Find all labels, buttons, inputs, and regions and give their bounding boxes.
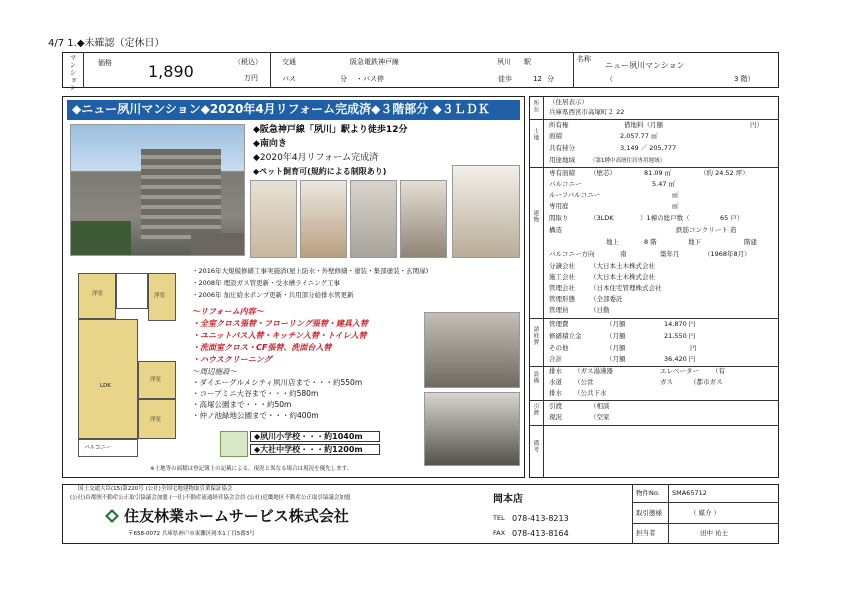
surroundings-title: ～周辺施設～ bbox=[192, 367, 237, 376]
banner-title: ◆ニュー夙川マンション◆2020年4月リフォーム完成済◆３階部分 ◆３ＬＤＫ bbox=[72, 102, 490, 116]
maintenance-1: ・2016年大規模修繕工事実施済(屋上防水・外壁修繕・塗装・集部塗装・玄関扉) bbox=[192, 267, 429, 275]
note: ※土地等の面積は登記簿上の記載による。現況と異なる場合は現況を優先します。 bbox=[150, 466, 353, 472]
bld-seller-label: 分譲会社 bbox=[549, 262, 575, 270]
fee-mgmt-monthly: （月額 bbox=[606, 320, 626, 328]
bld-layout-label: 間取り bbox=[549, 214, 569, 222]
walk-min: 12 bbox=[533, 75, 542, 83]
entrance-photo bbox=[424, 312, 520, 388]
fax-number: 078-413-8164 bbox=[512, 529, 569, 538]
room-2: 洋室 bbox=[154, 293, 166, 299]
building-label: 建物 bbox=[532, 210, 539, 223]
land-label: 土地 bbox=[532, 128, 539, 141]
date-status: 4/7 1.◆未確認（定休日） bbox=[48, 38, 165, 49]
school-1: ◆夙川小学校・・・約1040m bbox=[254, 432, 363, 441]
bld-mgmt-label: 管理会社 bbox=[549, 284, 575, 292]
lobby-photo bbox=[424, 392, 520, 466]
fee-total-monthly: （月額 bbox=[606, 355, 626, 363]
staff-name: 田中 祐士 bbox=[700, 529, 729, 537]
bld-direction-value: 南 bbox=[620, 250, 627, 258]
handover-date-value: （相談 bbox=[590, 402, 610, 410]
interior-photo-2 bbox=[300, 180, 347, 258]
floor-close: 3 階） bbox=[734, 75, 755, 83]
fac-gas-label: ガス bbox=[660, 378, 673, 386]
bld-manager-value: （日勤 bbox=[590, 306, 610, 314]
fac-elevator-label: エレベーター bbox=[660, 367, 699, 375]
handover-status-label: 現況 bbox=[549, 413, 562, 421]
bld-floors-below: 地下 bbox=[688, 238, 701, 246]
footer-license: 国土交通大臣(15)第220号 (公社)全国宅地建物取引業保証協会 bbox=[78, 486, 233, 492]
railway: 阪急電鉄神戸線 bbox=[350, 58, 399, 66]
bld-area-value: 81.09 ㎡ bbox=[644, 169, 672, 177]
footer-members: (公社)首都圏不動産公正取引協議会加盟 (一社)不動産流通経営協会会員 (公社)近畿地区不動産公正取引協議会加盟 bbox=[70, 495, 351, 501]
floor-open: （ bbox=[606, 75, 613, 83]
feature-station: ◆阪急神戸線「夙川」駅より徒歩12分 bbox=[253, 125, 408, 135]
surrounding-1: ・ダイエーグルメシティ夙川店まで・・・約550m bbox=[192, 378, 363, 387]
maintenance-2: ・2008年 埋設ガス管更新・受水槽ライニング工事 bbox=[192, 279, 341, 287]
room-1: 洋室 bbox=[92, 291, 104, 297]
company-name: 住友林業ホームサービス株式会社 bbox=[124, 507, 349, 525]
bus-stop: ・バス停 bbox=[356, 75, 384, 83]
interior-photo-1 bbox=[250, 180, 297, 258]
tax-label: （税込） bbox=[234, 58, 262, 66]
tel-label: TEL bbox=[493, 514, 505, 522]
price-value: 1,890 bbox=[148, 62, 194, 81]
bld-builder-label: 施工会社 bbox=[549, 273, 575, 281]
room-balcony: バルコニー bbox=[84, 445, 112, 451]
fac-drainage-value: （ガス湯沸器 bbox=[574, 367, 613, 375]
bus-min: 分 bbox=[340, 75, 347, 83]
bld-built-value: （1968年8月） bbox=[704, 250, 751, 258]
company-address: 〒658-0072 兵庫県神戸市東灘区岡本1丁目5番3号 bbox=[128, 531, 255, 537]
reform-item-2: ・ユニットバス入替・キッチン入替・トイレ入替 bbox=[192, 331, 367, 340]
price-label: 価格 bbox=[98, 59, 112, 67]
school-2: ◆大社中学校・・・約1200m bbox=[254, 445, 363, 454]
station-suffix: 駅 bbox=[524, 58, 531, 66]
surrounding-4: ・仲ノ池緑地公園まで・・・約400m bbox=[192, 411, 319, 420]
room-ldk: LDK bbox=[100, 383, 111, 389]
land-ownership-unit: 円） bbox=[750, 121, 763, 129]
side-label: マンション bbox=[68, 54, 77, 92]
interior-photo-3 bbox=[350, 180, 397, 258]
bld-balcony-label: バルコニー bbox=[549, 180, 582, 188]
transport-label: 交通 bbox=[282, 58, 296, 66]
bld-area-kind: （壁芯） bbox=[590, 169, 616, 177]
interior-photo-4 bbox=[400, 180, 447, 258]
bld-mgmt-value: （日本住宅管理株式会社 bbox=[590, 284, 662, 292]
fee-repair-monthly: （月額 bbox=[606, 332, 626, 340]
location-label: 所在 bbox=[532, 100, 539, 113]
land-ownership-label: 所有権 bbox=[549, 121, 569, 129]
transaction-label: 取引態様 bbox=[636, 509, 662, 517]
school-icon bbox=[220, 431, 248, 457]
handover-status-value: （空家 bbox=[590, 413, 610, 421]
tel-number: 078-413-8213 bbox=[512, 514, 569, 523]
bld-floors-above-n: 8 階 bbox=[644, 238, 657, 246]
land-area-label: 面積 bbox=[549, 132, 562, 140]
bld-garden-unit: ㎡ bbox=[672, 202, 679, 210]
bld-mgmt-form-value: （全部委託 bbox=[590, 295, 623, 303]
fac-sewer-label: 排水 bbox=[549, 389, 562, 397]
address: 兵庫県西宮市高塚町２ 22 bbox=[549, 108, 625, 116]
fac-drainage-label: 排水 bbox=[549, 367, 562, 375]
feature-pet: ◆ペット飼育可(規約による制限あり) bbox=[253, 167, 387, 176]
floor-plan bbox=[70, 265, 188, 463]
reform-item-3: ・洗面室クロス・CF張替、洗面台入替 bbox=[192, 343, 332, 352]
fac-elevator-value: （有 bbox=[712, 367, 725, 375]
bld-roof-unit: ㎡ bbox=[672, 191, 679, 199]
fee-total-label: 合計 bbox=[549, 355, 562, 363]
land-share-value: 3,149 ／ 205,777 bbox=[620, 144, 677, 152]
land-zone-value: （第1種中高層住居専用地域） bbox=[590, 158, 666, 164]
transaction-value: （ 媒介 ） bbox=[690, 509, 721, 517]
fee-mgmt-value: 14,870 円 bbox=[664, 320, 696, 328]
bld-floors-below-n: 階建 bbox=[744, 238, 757, 246]
fac-water-label: 水道 bbox=[549, 378, 562, 386]
company-logo-icon bbox=[104, 508, 120, 524]
fee-other-value: 円 bbox=[690, 344, 697, 352]
bld-structure-value: 鉄筋コンクリート 造 bbox=[676, 226, 737, 234]
bld-garden-label: 専用庭 bbox=[549, 202, 569, 210]
fee-other-label: その他 bbox=[549, 344, 569, 352]
bld-area-tsubo: （約 24.52 坪） bbox=[700, 169, 749, 177]
fee-mgmt-label: 管理費 bbox=[549, 320, 569, 328]
bld-built-label: 築年月 bbox=[660, 250, 680, 258]
surrounding-2: ・コープミニ大谷まで・・・約580m bbox=[192, 389, 319, 398]
fee-repair-value: 21,550 円 bbox=[664, 332, 696, 340]
property-no: SMA65712 bbox=[672, 489, 707, 497]
fee-repair-label: 修繕積立金 bbox=[549, 332, 582, 340]
facilities-label: 設備 bbox=[532, 371, 539, 384]
surrounding-3: ・高塚公園まで・・・約50m bbox=[192, 400, 292, 409]
fee-total-value: 36,420 円 bbox=[664, 355, 696, 363]
bld-manager-label: 管理員 bbox=[549, 306, 569, 314]
reform-item-1: ・全室クロス張替・フローリング張替・建具入替 bbox=[192, 319, 368, 328]
handover-label: 引渡 bbox=[532, 403, 539, 416]
kitchen-photo bbox=[452, 165, 520, 258]
land-share-label: 共有持分 bbox=[549, 144, 575, 152]
name-label: 名称 bbox=[577, 55, 591, 63]
bld-units-value: 65 戸） bbox=[720, 214, 744, 222]
feature-reform: ◆2020年4月リフォーム完成済 bbox=[253, 153, 379, 163]
walk-label: 徒歩 bbox=[498, 75, 512, 83]
bld-builder-value: （大日本土木株式会社 bbox=[590, 273, 655, 281]
building-photo bbox=[70, 124, 245, 256]
fax-label: FAX bbox=[493, 529, 506, 537]
fac-gas-value: （都市ガス bbox=[690, 378, 723, 386]
reform-item-4: ・ハウスクリーニング bbox=[192, 355, 272, 364]
bld-units-label: ）1棟の総戸数（ bbox=[640, 214, 690, 222]
maintenance-3: ・2006年 加圧給水ポンプ更新・共用部分給排水管更新 bbox=[192, 291, 354, 299]
bld-layout-value: （3LDK bbox=[590, 214, 614, 222]
price-unit: 万円 bbox=[244, 74, 258, 82]
staff-label: 担当者 bbox=[636, 529, 656, 537]
bld-structure-label: 構造 bbox=[549, 226, 562, 234]
bus-label: バス bbox=[282, 75, 296, 83]
title-banner bbox=[67, 100, 520, 120]
walk-unit: 分 bbox=[547, 75, 554, 83]
bld-seller-value: （大日本土木株式会社 bbox=[590, 262, 655, 270]
bld-floors-above: 地上 bbox=[606, 238, 619, 246]
address-note: （住居表示） bbox=[549, 98, 588, 106]
handover-date-label: 引渡 bbox=[549, 402, 562, 410]
land-ownership-value: 借地料（月額 bbox=[624, 121, 663, 129]
feature-south: ◆南向き bbox=[253, 139, 287, 149]
station: 夙川 bbox=[497, 58, 511, 66]
bld-area-label: 専有面積 bbox=[549, 169, 575, 177]
property-no-label: 物件No. bbox=[636, 489, 660, 497]
bld-balcony-value: 5.47 ㎡ bbox=[652, 180, 676, 188]
bld-direction-label: バルコニー方向 bbox=[549, 250, 595, 258]
building-name: ニュー夙川マンション bbox=[605, 61, 685, 70]
branch-name: 岡本店 bbox=[493, 494, 523, 505]
land-zone-label: 用途地域 bbox=[549, 156, 575, 164]
remarks-label: 備考 bbox=[532, 440, 539, 453]
fac-water-value: （公営 bbox=[574, 378, 594, 386]
room-4: 洋室 bbox=[150, 417, 162, 423]
land-area-value: 2,057.77 ㎡ bbox=[620, 132, 658, 140]
fees-label: 諸経費 bbox=[532, 326, 539, 346]
bld-mgmt-form-label: 管理形態 bbox=[549, 295, 575, 303]
fac-sewer-value: （公共下水 bbox=[574, 389, 607, 397]
room-3: 洋室 bbox=[150, 377, 162, 383]
bld-roof-label: ルーフバルコニー bbox=[549, 191, 601, 199]
reform-title: ～リフォーム内容～ bbox=[192, 307, 264, 316]
fee-other-monthly: （月額 bbox=[606, 344, 626, 352]
